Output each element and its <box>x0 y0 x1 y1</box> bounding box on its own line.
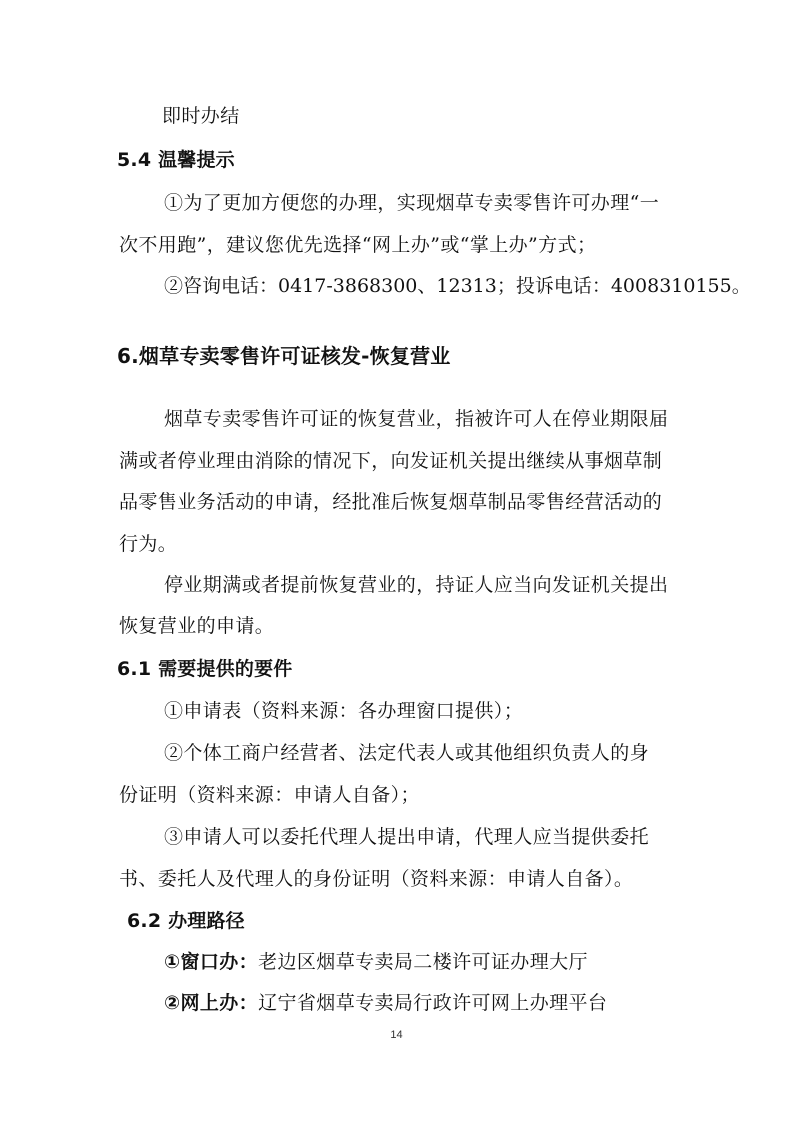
route-online-text: 辽宁省烟草专卖局行政许可网上办理平台 <box>258 992 608 1014</box>
route-online-label: ②网上办： <box>164 992 259 1014</box>
section-heading-5-4: 5.4 温馨提示 <box>117 149 235 171</box>
body-text-line: 行为。 <box>119 533 178 555</box>
body-text-line: 停业期满或者提前恢复营业的，持证人应当向发证机关提出 <box>164 574 669 596</box>
body-text-line: ①为了更加方便您的办理，实现烟草专卖零售许可办理“一 <box>164 192 660 214</box>
requirement-item: ③申请人可以委托代理人提出申请，代理人应当提供委托 <box>164 826 650 848</box>
body-text-line: 即时办结 <box>162 105 240 127</box>
requirement-item: ②个体工商户经营者、法定代表人或其他组织负责人的身 <box>164 742 650 764</box>
route-online <box>164 989 607 1017</box>
section-heading-6-1: 6.1 需要提供的要件 <box>117 658 293 680</box>
body-text-line: 满或者停业理由消除的情况下，向发证机关提出继续从事烟草制 <box>119 450 663 472</box>
route-window-text: 老边区烟草专卖局二楼许可证办理大厅 <box>258 951 588 973</box>
body-text-line: 烟草专卖零售许可证的恢复营业，指被许可人在停业期限届 <box>164 408 669 430</box>
page-number: 14 <box>390 1029 403 1041</box>
section-heading-6-2: 6.2 办理路径 <box>127 910 245 932</box>
requirement-item: ①申请表（资料来源：各办理窗口提供）； <box>164 700 524 722</box>
body-text-line: 恢复营业的申请。 <box>119 615 275 637</box>
body-text-line: 次不用跑”，建议您优先选择“网上办”或“掌上办”方式； <box>119 234 597 256</box>
section-heading-6: 6.烟草专卖零售许可证核发-恢复营业 <box>117 344 451 368</box>
route-window-label: ①窗口办： <box>164 951 259 973</box>
body-text-line: 品零售业务活动的申请，经批准后恢复烟草制品零售经营活动的 <box>119 491 663 513</box>
requirement-item-continuation: 书、委托人及代理人的身份证明（资料来源：申请人自备）。 <box>119 868 634 890</box>
contact-phone-line: ②咨询电话：0417-3868300、12313；投诉电话：4008310155。 <box>164 275 751 297</box>
requirement-item-continuation: 份证明（资料来源：申请人自备）； <box>119 784 420 806</box>
route-window <box>164 948 588 976</box>
